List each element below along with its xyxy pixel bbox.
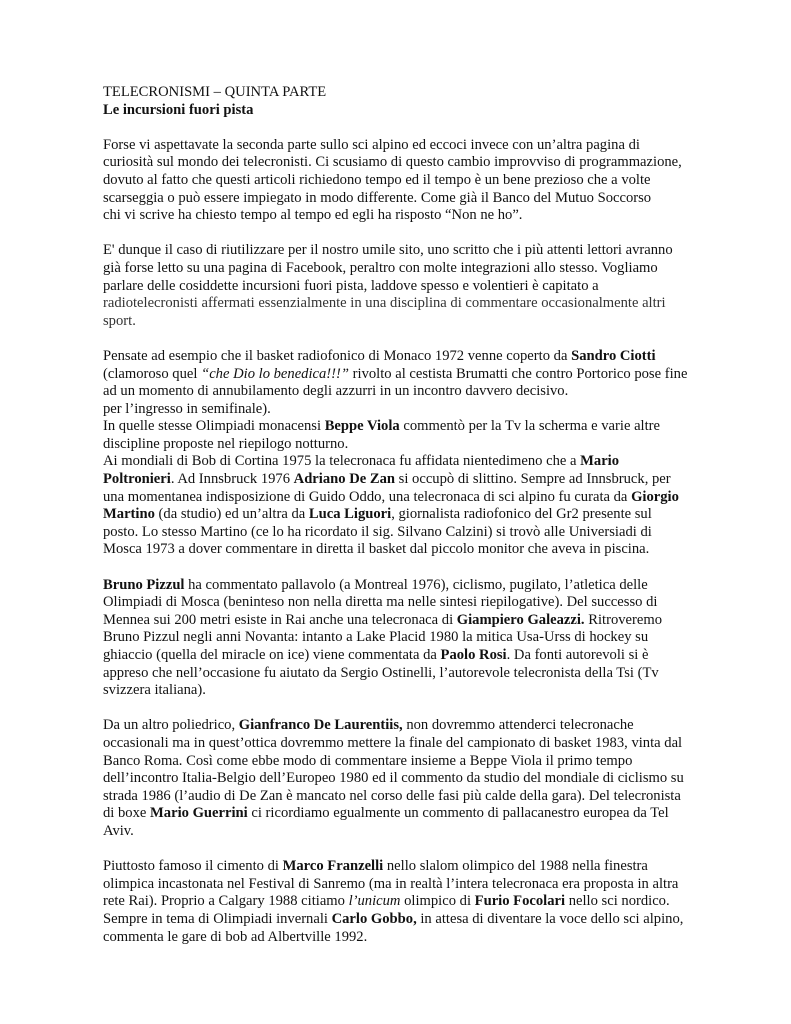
text-line: curiosità sul mondo dei telecronisti. Ci scusiamo di questo cambio improvviso di programmazione, bbox=[103, 154, 682, 171]
text-line: occasionali ma in quest’ottica dovremmo mettere la finale del campionato di basket 1983, vinta dal bbox=[103, 734, 683, 751]
text-line: radiotelecronisti affermati essenzialmente in una disciplina di commentare occasionalmente altri bbox=[103, 295, 666, 312]
text-line: sport. bbox=[103, 312, 136, 329]
text-line: posto. Lo stesso Martino (ce lo ha ricordato il sig. Silvano Calzini) si trovò alle Universiadi di bbox=[103, 523, 652, 540]
text-line: commenta le gare di bob ad Albertville 1992. bbox=[103, 928, 368, 945]
person-name: Gianfranco De Laurentiis, bbox=[238, 717, 403, 734]
text-line: Bruno Pizzul negli anni Novanta: intanto a Lake Placid 1980 la mitica Usa-Urss di hockey su bbox=[103, 629, 649, 646]
text-line: Olimpiadi di Mosca (beninteso non nella diretta ma nelle sintesi riepilogative). Del successo di bbox=[103, 594, 658, 611]
text-line: ad un momento di annubilamento degli azzurri in un incontro davvero decisivo. bbox=[103, 383, 569, 400]
document-title: TELECRONISMI – QUINTA PARTE bbox=[103, 84, 327, 100]
text-line: dell’incontro Italia-Belgio dell’Europeo 1980 ed il commento da studio del mondiale di ciclismo su bbox=[103, 770, 684, 787]
text-line: Poltronieri. Ad Innsbruck 1976 Adriano De Zan si occupò di slittino. Sempre ad Innsbruck, per bbox=[103, 471, 671, 488]
text-line: Mennea sui 200 metri esiste in Rai anche una telecronaca di Giampiero Galeazzi. Ritroveremo bbox=[103, 611, 663, 628]
text-line: Sempre in tema di Olimpiadi invernali Carlo Gobbo, in attesa di diventare la voce dello sci alpino, bbox=[103, 910, 684, 927]
italic-term: l’unicum bbox=[348, 893, 401, 910]
text-line: E' dunque il caso di riutilizzare per il nostro umile sito, uno scritto che i più attenti lettori avranno bbox=[103, 242, 673, 259]
paragraph-de-laurentiis bbox=[103, 717, 693, 840]
text-line: Ai mondiali di Bob di Cortina 1975 la telecronaca fu affidata nientedimeno che a Mario bbox=[103, 453, 620, 470]
paragraph-facebook bbox=[103, 242, 693, 330]
document-page bbox=[103, 84, 693, 946]
text-line: dovuto al fatto che questi articoli richiedono tempo ed il tempo è un bene prezioso che a volte bbox=[103, 171, 651, 188]
person-name: Luca Liguori bbox=[308, 506, 392, 523]
text-line: Piuttosto famoso il cimento di Marco Franzelli nello slalom olimpico del 1988 nella finestra bbox=[103, 858, 648, 875]
text-line: già forse letto su una pagina di Facebook, peraltro con molte integrazioni allo stesso. Vogliamo bbox=[103, 259, 658, 276]
text-line: parlare delle cosiddette incursioni fuori pista, laddove spesso e volentieri è capitato a bbox=[103, 277, 599, 294]
text-line: chi vi scrive ha chiesto tempo al tempo ed egli ha risposto “Non ne ho”. bbox=[103, 207, 523, 224]
text-line: Aviv. bbox=[103, 822, 134, 839]
text-line: Banco Roma. Così come ebbe modo di commentare insieme a Beppe Viola il primo tempo bbox=[103, 752, 633, 769]
person-name: Mario Guerrini bbox=[150, 805, 248, 822]
person-name: Giorgio bbox=[631, 488, 679, 505]
text-line: (clamoroso quel “che Dio lo benedica!!!” rivolto al cestista Brumatti che contro Portorico pose fine bbox=[103, 365, 688, 382]
text-line: svizzera italiana). bbox=[103, 682, 206, 699]
text-line: per l’ingresso in semifinale). bbox=[103, 400, 271, 417]
person-name: Adriano De Zan bbox=[293, 471, 396, 488]
person-name: Giampiero Galeazzi. bbox=[456, 611, 585, 628]
person-name: Furio Focolari bbox=[474, 893, 566, 910]
text-line: di boxe Mario Guerrini ci ricordiamo egualmente un commento di pallacanestro europea da Tel bbox=[103, 805, 669, 822]
paragraph-pizzul bbox=[103, 577, 693, 700]
person-name: Paolo Rosi bbox=[440, 647, 507, 663]
paragraph-olympics-1972 bbox=[103, 348, 693, 559]
paragraph-franzelli bbox=[103, 858, 693, 946]
person-name: Beppe Viola bbox=[324, 418, 400, 435]
text-line: In quelle stesse Olimpiadi monacensi Beppe Viola commentò per la Tv la scherma e varie altre bbox=[103, 418, 660, 435]
text-line: strada 1986 (l’audio di De Zan è mancato nel corso delle fasi più calde della gara). Del telecronista bbox=[103, 787, 681, 804]
text-line: olimpica incastonata nel Festival di Sanremo (ma in realtà l’intera telecronaca era proposta in altra bbox=[103, 875, 679, 892]
person-name: Martino bbox=[103, 506, 155, 523]
person-name: Marco Franzelli bbox=[282, 858, 384, 875]
text-line: appreso che nell’occasione fu aiutato da Sergio Ostinelli, l’autorevole telecronista della Tsi (Tv bbox=[103, 664, 659, 681]
text-line: una momentanea indisposizione di Guido Oddo, una telecronaca di sci alpino fu curata da Giorgio bbox=[103, 488, 679, 505]
text-line: scarseggia o può essere impiegato in modo differente. Come già il Banco del Mutuo Soccorso bbox=[103, 189, 652, 206]
text-line: Bruno Pizzul ha commentato pallavolo (a Montreal 1976), ciclismo, pugilato, l’atletica delle bbox=[103, 576, 648, 593]
text-line: rete Rai). Proprio a Calgary 1988 citiamo l’unicum olimpico di Furio Focolari nello sci nordico. bbox=[103, 893, 670, 910]
person-name: Bruno Pizzul bbox=[103, 576, 185, 593]
person-name: Mario bbox=[580, 453, 620, 470]
text-line: Pensate ad esempio che il basket radiofonico di Monaco 1972 venne coperto da Sandro Ciotti bbox=[103, 347, 656, 364]
document-subtitle: Le incursioni fuori pista bbox=[103, 101, 254, 118]
text-line: Martino (da studio) ed un’altra da Luca Liguori, giornalista radiofonico del Gr2 presente sul bbox=[103, 506, 652, 523]
paragraph-intro bbox=[103, 137, 693, 225]
quote: “che Dio lo benedica!!!” bbox=[201, 365, 350, 382]
person-name: Sandro Ciotti bbox=[571, 347, 656, 364]
text-line: Da un altro poliedrico, Gianfranco De Laurentiis, non dovremmo attenderci telecronache bbox=[103, 717, 634, 734]
text-line: discipline proposte nel riepilogo notturno. bbox=[103, 435, 349, 452]
text-line: Mosca 1973 a dover commentare in diretta il basket dal piccolo monitor che aveva in piscina. bbox=[103, 541, 650, 558]
person-name: Carlo Gobbo, bbox=[331, 910, 417, 927]
text-line: Forse vi aspettavate la seconda parte sullo sci alpino ed eccoci invece con un’altra pagina di bbox=[103, 136, 640, 153]
text-line: ghiaccio (quella del miracle on ice) viene commentata da Paolo Rosi. Da fonti autorevoli si è bbox=[103, 647, 649, 663]
person-name: Poltronieri bbox=[103, 471, 171, 488]
